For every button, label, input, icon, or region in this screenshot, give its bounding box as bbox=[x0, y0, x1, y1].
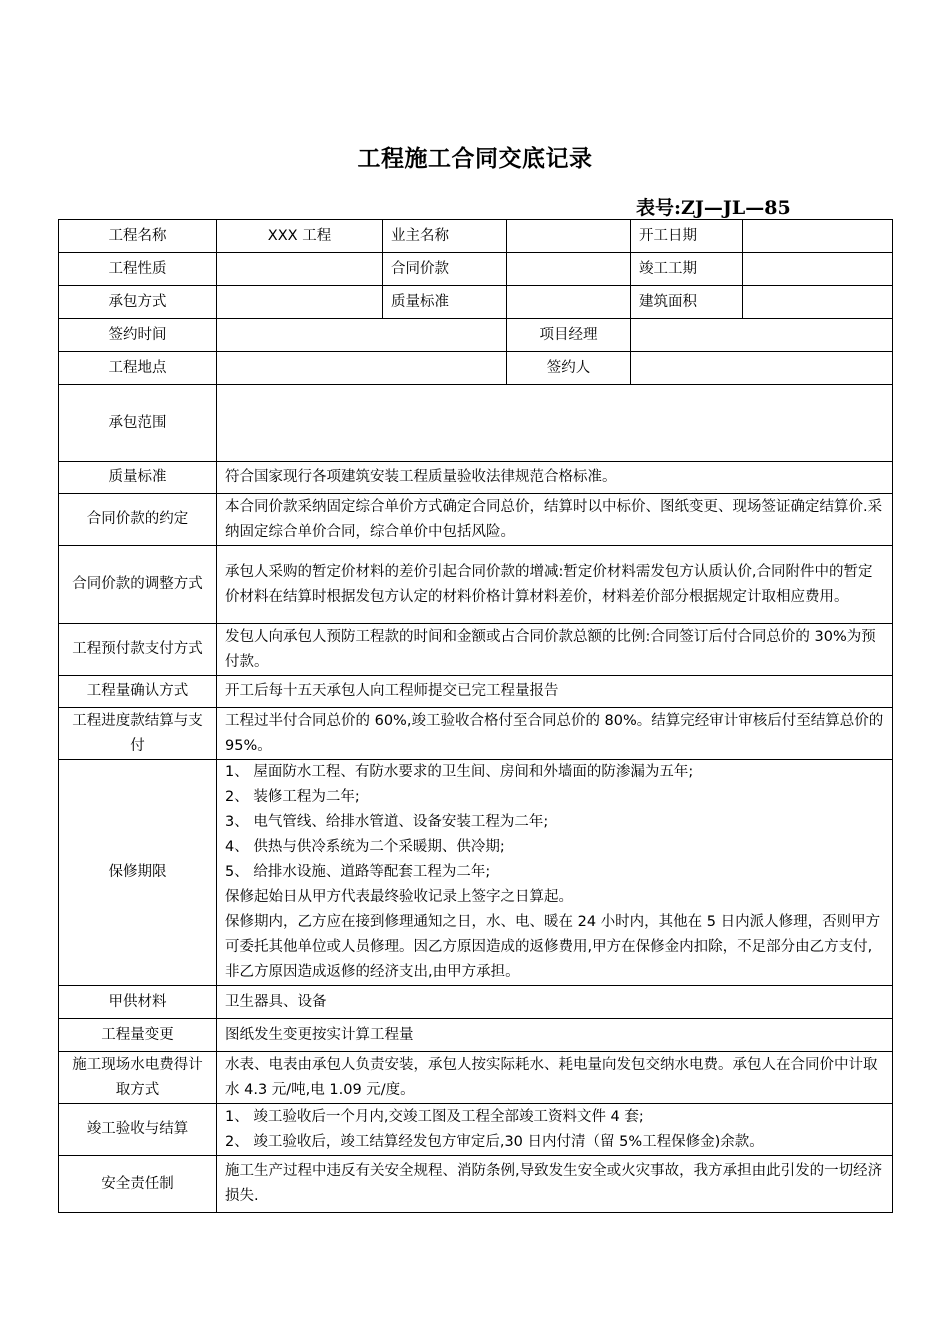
table-row bbox=[59, 546, 893, 624]
acceptance-line: 1、 竣工验收后一个月内,交竣工图及工程全部竣工资料文件 4 套; bbox=[225, 1108, 644, 1125]
warranty-line: 保修期内，乙方应在接到修理通知之日，水、电、暖在 24 小时内，其他在 5 日内派人修理，否则甲方可委托其他单位或人员修理。因乙方原因造成的返修费用,甲方在保修金内扣除，不足部分由乙方支付,非乙方原因造成返修的经济支出,由甲方承担。 bbox=[225, 914, 881, 980]
warranty-line: 1、 屋面防水工程、有防水要求的卫生间、房间和外墙面的防渗漏为五年; bbox=[225, 764, 694, 780]
warranty-line: 5、 给排水设施、道路等配套工程为二年; bbox=[225, 864, 491, 880]
table-row bbox=[59, 676, 893, 708]
project-manager-label: 项目经理 bbox=[507, 319, 631, 352]
project-name-value: XXX 工程 bbox=[217, 220, 383, 253]
warranty-line: 2、 装修工程为二年; bbox=[225, 789, 360, 805]
quantity-confirm-value: 开工后每十五天承包人向工程师提交已完工程量报告 bbox=[217, 676, 893, 708]
safety-label: 安全责任制 bbox=[59, 1156, 217, 1213]
owner-name-value bbox=[507, 220, 631, 253]
project-nature-label: 工程性质 bbox=[59, 253, 217, 286]
sign-time-label: 签约时间 bbox=[59, 319, 217, 352]
scope-label: 承包范围 bbox=[59, 385, 217, 462]
table-row bbox=[59, 1156, 893, 1213]
quality-label: 质量标准 bbox=[59, 462, 217, 494]
table-row bbox=[59, 253, 893, 286]
progress-payment-value: 工程过半付合同总价的 60%,竣工验收合格付至合同总价的 80%。结算完经审计审核后付至结算总价的 95%。 bbox=[217, 708, 893, 760]
quality-value: 符合国家现行各项建筑安装工程质量验收法律规范合格标准。 bbox=[217, 462, 893, 494]
owner-name-label: 业主名称 bbox=[383, 220, 507, 253]
safety-value: 施工生产过程中违反有关安全规程、消防条例,导致发生安全或火灾事故，我方承担由此引发的一切经济损失. bbox=[217, 1156, 893, 1213]
table-row bbox=[59, 352, 893, 385]
contract-price-label: 合同价款 bbox=[383, 253, 507, 286]
building-area-value bbox=[743, 286, 893, 319]
quantity-confirm-label: 工程量确认方式 bbox=[59, 676, 217, 708]
owner-materials-value: 卫生器具、设备 bbox=[217, 986, 893, 1019]
warranty-line: 保修起始日从甲方代表最终验收记录上签字之日算起。 bbox=[225, 889, 573, 905]
quality-standard-value bbox=[507, 286, 631, 319]
start-date-value bbox=[743, 220, 893, 253]
table-row bbox=[59, 986, 893, 1019]
price-adjust-label: 合同价款的调整方式 bbox=[59, 546, 217, 624]
sign-time-value bbox=[217, 319, 507, 352]
table-row bbox=[59, 1052, 893, 1104]
warranty-line: 3、 电气管线、给排水管道、设备安装工程为二年; bbox=[225, 814, 549, 830]
start-date-label: 开工日期 bbox=[631, 220, 743, 253]
table-row bbox=[59, 494, 893, 546]
table-row bbox=[59, 385, 893, 462]
warranty-line: 4、 供热与供冷系统为二个采暖期、供冷期; bbox=[225, 839, 505, 855]
utilities-label: 施工现场水电费得计取方式 bbox=[59, 1052, 217, 1104]
project-name-label: 工程名称 bbox=[59, 220, 217, 253]
contract-method-value bbox=[217, 286, 383, 319]
contract-method-label: 承包方式 bbox=[59, 286, 217, 319]
progress-payment-label: 工程进度款结算与支付 bbox=[59, 708, 217, 760]
quantity-change-value: 图纸发生变更按实计算工程量 bbox=[217, 1019, 893, 1052]
signer-label: 签约人 bbox=[507, 352, 631, 385]
table-row bbox=[59, 708, 893, 760]
warranty-value bbox=[217, 760, 893, 986]
table-row bbox=[59, 286, 893, 319]
contract-price-value bbox=[507, 253, 631, 286]
quantity-change-label: 工程量变更 bbox=[59, 1019, 217, 1052]
form-number: 表号:ZJ—JL—85 bbox=[636, 197, 791, 219]
owner-materials-label: 甲供材料 bbox=[59, 986, 217, 1019]
price-agreement-label: 合同价款的约定 bbox=[59, 494, 217, 546]
table-row bbox=[59, 1019, 893, 1052]
building-area-label: 建筑面积 bbox=[631, 286, 743, 319]
price-agreement-value: 本合同价款采纳固定综合单价方式确定合同总价，结算时以中标价、图纸变更、现场签证确定结算价.采纳固定综合单价合同，综合单价中包括风险。 bbox=[217, 494, 893, 546]
prepayment-value: 发包人向承包人预防工程款的时间和金额或占合同价款总额的比例:合同签订后付合同总价的 30%为预付款。 bbox=[217, 624, 893, 676]
table-row bbox=[59, 220, 893, 253]
acceptance-label: 竣工验收与结算 bbox=[59, 1104, 217, 1156]
completion-period-label: 竣工工期 bbox=[631, 253, 743, 286]
location-label: 工程地点 bbox=[59, 352, 217, 385]
table-row bbox=[59, 319, 893, 352]
scope-value bbox=[217, 385, 893, 462]
prepayment-label: 工程预付款支付方式 bbox=[59, 624, 217, 676]
signer-value bbox=[631, 352, 893, 385]
completion-period-value bbox=[743, 253, 893, 286]
acceptance-value bbox=[217, 1104, 893, 1156]
warranty-label: 保修期限 bbox=[59, 760, 217, 986]
utilities-value: 水表、电表由承包人负责安装，承包人按实际耗水、耗电量向发包交纳水电费。承包人在合同价中计取水 4.3 元/吨,电 1.09 元/度。 bbox=[217, 1052, 893, 1104]
table-row bbox=[59, 760, 893, 986]
quality-standard-label: 质量标准 bbox=[383, 286, 507, 319]
project-manager-value bbox=[631, 319, 893, 352]
table-row bbox=[59, 624, 893, 676]
project-nature-value bbox=[217, 253, 383, 286]
contract-briefing-table bbox=[58, 219, 893, 1213]
acceptance-line: 2、 竣工验收后，竣工结算经发包方审定后,30 日内付清（留 5%工程保修金)余款。 bbox=[225, 1133, 764, 1150]
price-adjust-value: 承包人采购的暂定价材料的差价引起合同价款的增减:暂定价材料需发包方认质认价,合同附件中的暂定价材料在结算时根据发包方认定的材料价格计算材料差价，材料差价部分根据规定计取相应费用。 bbox=[217, 546, 893, 624]
table-row bbox=[59, 1104, 893, 1156]
table-row bbox=[59, 462, 893, 494]
page-title: 工程施工合同交底记录 bbox=[357, 146, 593, 172]
location-value bbox=[217, 352, 507, 385]
